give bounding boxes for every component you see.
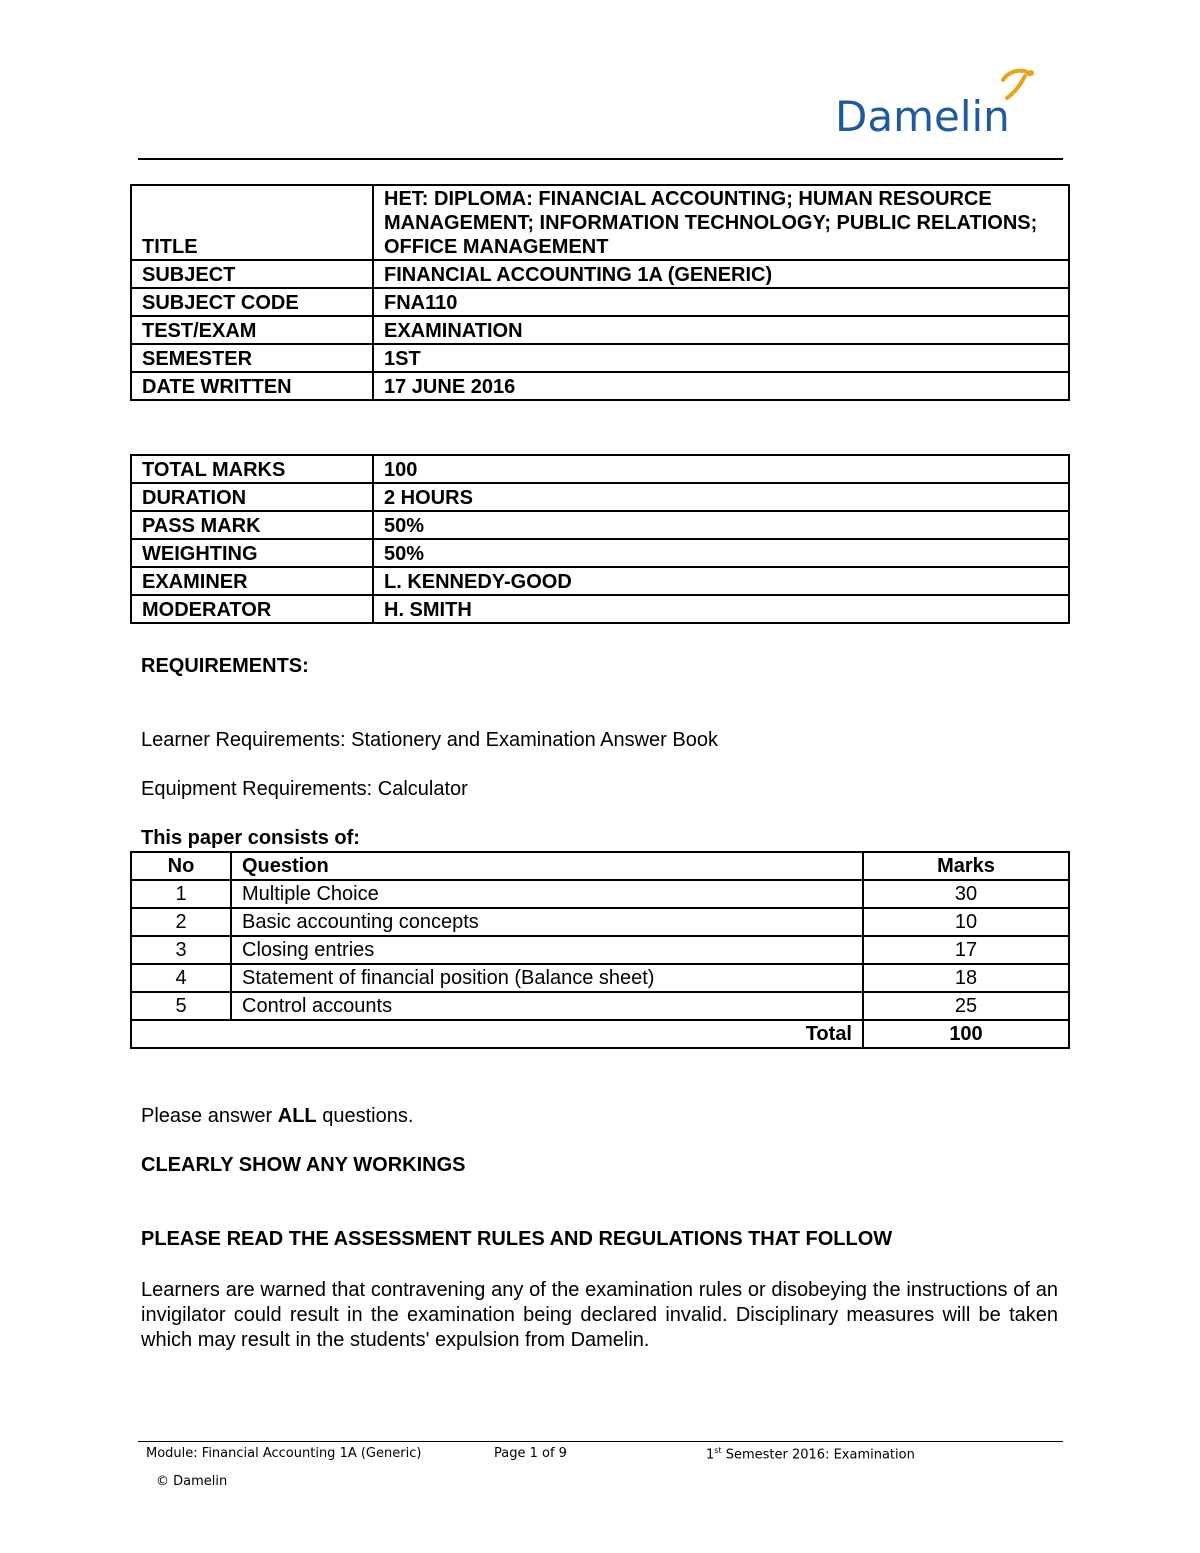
question-marks: 17 <box>863 936 1069 964</box>
info-value: HET: DIPLOMA: FINANCIAL ACCOUNTING; HUMAN RESOURCE MANAGEMENT; INFORMATION TECHNOLOGY; PUBLIC RELATIONS; OFFICE MANAGEMENT <box>373 185 1069 260</box>
table-row <box>131 908 1069 936</box>
total-marks: 100 <box>863 1020 1069 1048</box>
question-no: 1 <box>131 880 231 908</box>
question-name: Control accounts <box>231 992 863 1020</box>
info-label: TOTAL MARKS <box>131 455 373 483</box>
footer-semester <box>706 1446 915 1462</box>
total-row <box>131 1020 1069 1048</box>
table-row <box>131 455 1069 483</box>
footer-page: Page 1 of 9 <box>494 1446 567 1461</box>
table-row <box>131 483 1069 511</box>
question-table <box>130 851 1070 1049</box>
info-label: SUBJECT <box>131 260 373 288</box>
info-value: 17 JUNE 2016 <box>373 372 1069 400</box>
header-rule <box>138 158 1063 160</box>
footer-semester-sup: st <box>714 1446 722 1455</box>
table-row <box>131 185 1069 260</box>
footer-rule <box>138 1441 1063 1442</box>
table-row <box>131 539 1069 567</box>
answer-instruction <box>141 1104 413 1129</box>
info-value: FNA110 <box>373 288 1069 316</box>
info-label: TEST/EXAM <box>131 316 373 344</box>
question-no: 2 <box>131 908 231 936</box>
footer-semester-num: 1 <box>706 1447 715 1463</box>
logo-text: Damelin <box>835 92 1010 141</box>
table-row <box>131 260 1069 288</box>
marks-info-table <box>130 454 1070 624</box>
info-value: EXAMINATION <box>373 316 1069 344</box>
table-row <box>131 964 1069 992</box>
info-label: TITLE <box>131 185 373 260</box>
info-label: EXAMINER <box>131 567 373 595</box>
question-marks: 10 <box>863 908 1069 936</box>
info-value: FINANCIAL ACCOUNTING 1A (GENERIC) <box>373 260 1069 288</box>
info-value: 1ST <box>373 344 1069 372</box>
answer-pre: Please answer <box>141 1105 278 1127</box>
exam-info-table <box>130 184 1070 401</box>
question-no: 4 <box>131 964 231 992</box>
table-row <box>131 936 1069 964</box>
table-row <box>131 372 1069 400</box>
damelin-logo <box>835 66 1065 146</box>
table-row <box>131 288 1069 316</box>
table-row <box>131 992 1069 1020</box>
question-marks: 30 <box>863 880 1069 908</box>
info-label: DATE WRITTEN <box>131 372 373 400</box>
question-name: Closing entries <box>231 936 863 964</box>
answer-all: ALL <box>277 1105 317 1127</box>
question-no: 5 <box>131 992 231 1020</box>
info-value: L. KENNEDY-GOOD <box>373 567 1069 595</box>
info-value: H. SMITH <box>373 595 1069 623</box>
col-header-question: Question <box>231 852 863 880</box>
footer-semester-rest: Semester 2016: Examination <box>721 1447 915 1463</box>
learner-requirements: Learner Requirements: Stationery and Examination Answer Book <box>141 729 718 751</box>
paper-heading: This paper consists of: <box>141 827 360 849</box>
footer-copyright: © Damelin <box>156 1474 228 1489</box>
info-label: MODERATOR <box>131 595 373 623</box>
table-row <box>131 567 1069 595</box>
footer-module: Module: Financial Accounting 1A (Generic) <box>146 1446 422 1461</box>
info-value: 2 HOURS <box>373 483 1069 511</box>
workings-instruction: CLEARLY SHOW ANY WORKINGS <box>141 1154 466 1176</box>
info-label: SUBJECT CODE <box>131 288 373 316</box>
question-marks: 18 <box>863 964 1069 992</box>
info-value: 50% <box>373 511 1069 539</box>
info-label: PASS MARK <box>131 511 373 539</box>
info-label: DURATION <box>131 483 373 511</box>
question-no: 3 <box>131 936 231 964</box>
answer-post: questions. <box>316 1105 414 1127</box>
info-value: 100 <box>373 455 1069 483</box>
equipment-requirements: Equipment Requirements: Calculator <box>141 778 468 800</box>
info-value: 50% <box>373 539 1069 567</box>
question-name: Multiple Choice <box>231 880 863 908</box>
question-name: Statement of financial position (Balance sheet) <box>231 964 863 992</box>
table-row <box>131 511 1069 539</box>
col-header-no: No <box>131 852 231 880</box>
warning-paragraph: Learners are warned that contravening any of the examination rules or disobeying the instructions of an invigilator could result in the examination being declared invalid. Disciplinary measures will be taken which may result in the students' expulsion from Damelin. <box>141 1279 1058 1351</box>
col-header-marks: Marks <box>863 852 1069 880</box>
table-row <box>131 316 1069 344</box>
rules-heading: PLEASE READ THE ASSESSMENT RULES AND REGULATIONS THAT FOLLOW <box>141 1228 893 1250</box>
table-row <box>131 595 1069 623</box>
question-name: Basic accounting concepts <box>231 908 863 936</box>
table-row <box>131 344 1069 372</box>
info-label: SEMESTER <box>131 344 373 372</box>
table-header-row <box>131 852 1069 880</box>
total-label: Total <box>131 1020 863 1048</box>
requirements-heading: REQUIREMENTS: <box>141 655 309 677</box>
question-marks: 25 <box>863 992 1069 1020</box>
table-row <box>131 880 1069 908</box>
info-label: WEIGHTING <box>131 539 373 567</box>
